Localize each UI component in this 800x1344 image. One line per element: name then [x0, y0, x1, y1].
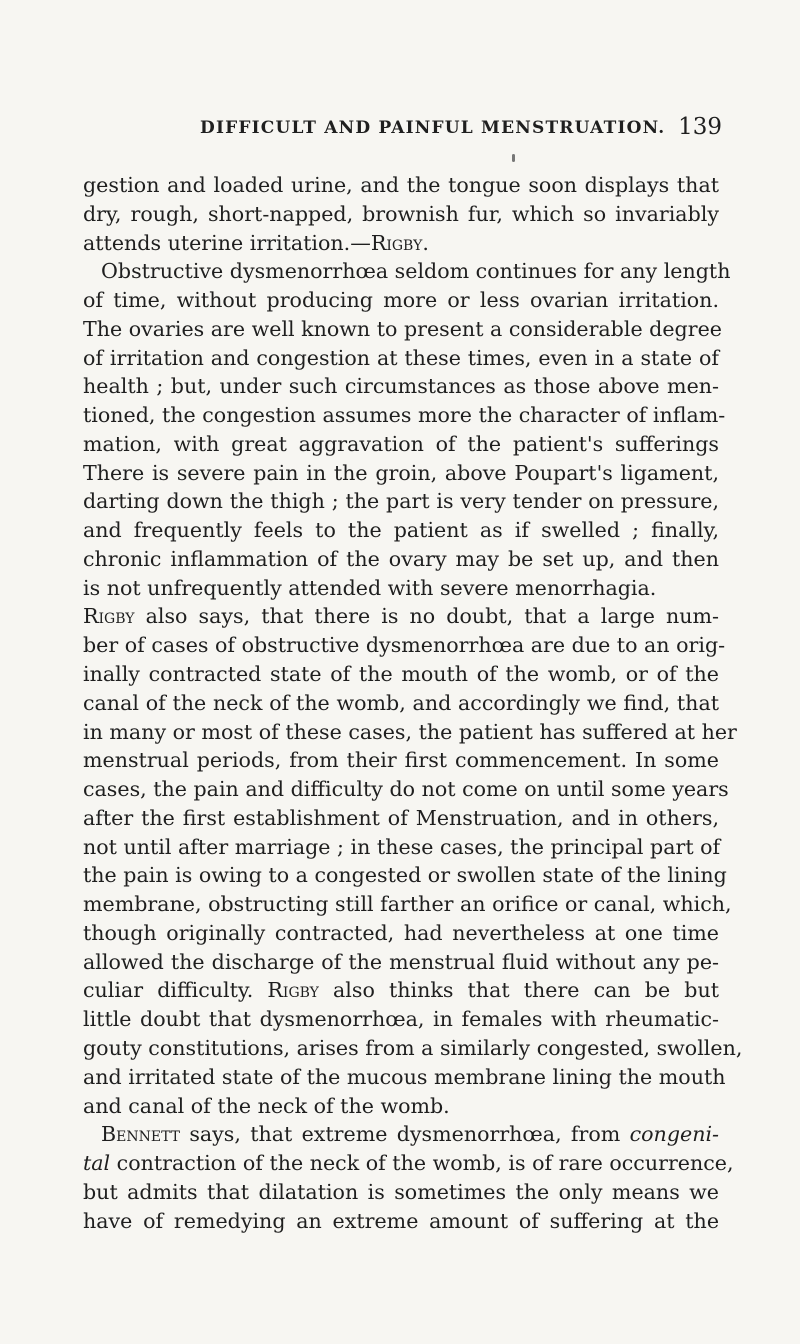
text-line: inally contracted state of the mouth of the womb, or of the — [83, 662, 719, 687]
text-line: health ; but, under such circumstances as those above men- — [83, 374, 719, 399]
text-line: ber of cases of obstructive dysmenorrhœa are due to an orig- — [83, 633, 726, 658]
text-line: tal contraction of the neck of the womb, is of rare occurrence, — [83, 1151, 734, 1176]
text-line: the pain is owing to a congested or swollen state of the lining — [83, 863, 727, 888]
text-line: menstrual periods, from their first commencement. In some — [83, 748, 719, 773]
author-name-rigby: Rigby — [267, 978, 319, 1003]
text-line: not until after marriage ; in these cases, the principal part of — [83, 834, 721, 859]
text-line: Bennett says, that extreme dysmenorrhœa, from congeni- — [101, 1122, 719, 1147]
text-line: and irritated state of the mucous membrane lining the mouth — [83, 1064, 726, 1089]
running-head — [82, 114, 722, 148]
body-text — [83, 171, 743, 1235]
text-line: cases, the pain and difficulty do not come on until some years — [83, 777, 729, 802]
text-line: and frequently feels to the patient as if swelled ; finally, — [83, 518, 719, 543]
text-line: is not unfrequently attended with severe menorrhagia. — [83, 575, 657, 600]
text-line: allowed the discharge of the menstrual fluid without any pe- — [83, 949, 719, 974]
text-line: and canal of the neck of the womb. — [83, 1093, 450, 1118]
text-line: attends uterine irritation.—Rigby. — [83, 230, 429, 255]
text-line: but admits that dilatation is sometimes the only means we — [83, 1179, 719, 1204]
author-name-rigby: Rigby — [370, 230, 423, 255]
text-line: membrane, obstructing still farther an orifice or canal, which, — [83, 892, 732, 917]
text-line: have of remedying an extreme amount of suffering at the — [83, 1208, 719, 1233]
text-line: Rigby also says, that there is no doubt, that a large num- — [83, 604, 719, 629]
text-line: Obstructive dysmenorrhœa seldom continues for any length — [101, 259, 731, 284]
text-line: canal of the neck of the womb, and accordingly we find, that — [83, 690, 719, 715]
text-line: There is severe pain in the groin, above Poupart's ligament, — [83, 460, 719, 485]
author-name-rigby: Rigby — [83, 604, 135, 629]
text-line: after the first establishment of Menstruation, and in others, — [83, 805, 719, 830]
running-header-title: DIFFICULT AND PAINFUL MENSTRUATION. — [200, 118, 666, 138]
text-line: chronic inflammation of the ovary may be set up, and then — [83, 546, 719, 571]
text-line: of time, without producing more or less ovarian irritation. — [83, 288, 719, 313]
text-line: in many or most of these cases, the patient has suffered at her — [83, 719, 737, 744]
text-line: mation, with great aggravation of the patient's sufferings — [83, 431, 719, 456]
italic-term: congeni- — [629, 1122, 719, 1147]
text-line: culiar difficulty. Rigby also thinks that there can be but — [83, 978, 719, 1003]
text-line: dry, rough, short-napped, brownish fur, which so invariably — [83, 201, 719, 226]
text-line: of irritation and congestion at these times, even in a state of — [83, 345, 719, 370]
text-line: gestion and loaded urine, and the tongue soon displays that — [83, 173, 719, 197]
text-line: tioned, the congestion assumes more the character of inflam- — [83, 403, 726, 428]
italic-term: tal — [83, 1151, 111, 1176]
author-name-bennett: Bennett — [101, 1122, 181, 1147]
text-line: little doubt that dysmenorrhœa, in females with rheumatic- — [83, 1007, 719, 1032]
page-number: 139 — [678, 114, 722, 140]
stray-ink-mark — [512, 154, 515, 162]
text-line: gouty constitutions, arises from a similarly congested, swollen, — [83, 1035, 743, 1060]
text-line: though originally contracted, had nevertheless at one time — [83, 920, 719, 945]
text-line: darting down the thigh ; the part is very tender on pressure, — [83, 489, 719, 514]
text-line: The ovaries are well known to present a considerable degree — [83, 316, 722, 341]
